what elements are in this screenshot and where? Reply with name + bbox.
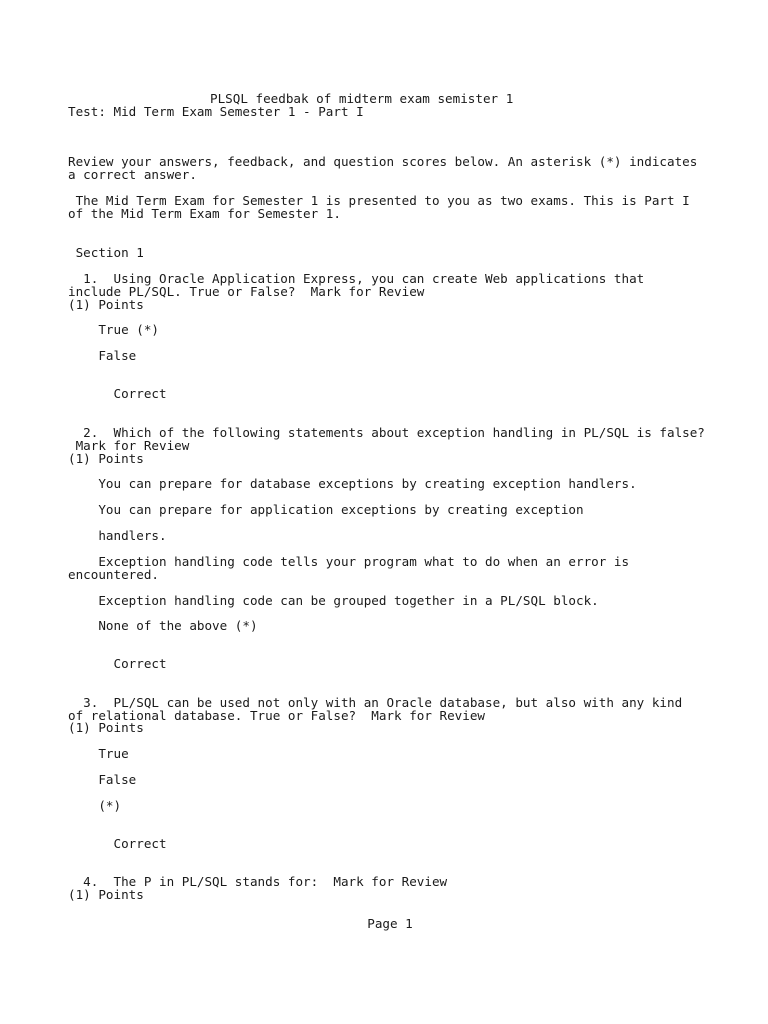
review-instructions-line-1: Review your answers, feedback, and question scores below. An asterisk (*) indicates	[68, 154, 698, 169]
question-2-option-1: You can prepare for database exceptions by creating exception handlers.	[68, 476, 637, 491]
review-instructions-line-2: a correct answer.	[68, 167, 197, 182]
question-4-text: 4. The P in PL/SQL stands for: Mark for Review	[68, 874, 448, 889]
exam-info-line-2: of the Mid Term Exam for Semester 1.	[68, 206, 341, 221]
page-number: Page 1	[367, 916, 413, 931]
question-2-text: 2. Which of the following statements about exception handling in PL/SQL is false?	[68, 425, 705, 440]
question-3-text: 3. PL/SQL can be used not only with an Oracle database, but also with any kind	[68, 695, 683, 710]
question-2-option-2: You can prepare for application exceptions by creating exception	[68, 502, 584, 517]
question-3-points: (1) Points	[68, 720, 144, 735]
question-2-option-3-cont: encountered.	[68, 567, 159, 582]
question-3-correct-marker: (*)	[68, 798, 122, 813]
question-3-option-1: True	[68, 746, 129, 761]
question-2-option-2-cont: handlers.	[68, 528, 167, 543]
section-heading: Section 1	[68, 245, 144, 260]
question-2-text-cont: Mark for Review	[68, 438, 190, 453]
question-2-option-3: Exception handling code tells your program what to do when an error is	[68, 554, 630, 569]
question-3-feedback: Correct	[68, 836, 167, 851]
question-1-points: (1) Points	[68, 297, 144, 312]
question-3-option-2: False	[68, 772, 137, 787]
question-2-points: (1) Points	[68, 451, 144, 466]
question-2-feedback: Correct	[68, 656, 167, 671]
question-3-text-cont: of relational database. True or False? Mark for Review	[68, 708, 486, 723]
test-name: Test: Mid Term Exam Semester 1 - Part I	[68, 104, 364, 119]
question-2-option-5: None of the above (*)	[68, 618, 258, 633]
question-1-text-cont: include PL/SQL. True or False? Mark for Review	[68, 284, 425, 299]
question-1-option-2: False	[68, 348, 137, 363]
question-1-option-1: True (*)	[68, 322, 159, 337]
question-2-option-4: Exception handling code can be grouped together in a PL/SQL block.	[68, 593, 599, 608]
question-4-points: (1) Points	[68, 887, 144, 902]
question-1-feedback: Correct	[68, 386, 167, 401]
exam-info-line-1: The Mid Term Exam for Semester 1 is presented to you as two exams. This is Part I	[68, 193, 690, 208]
document-title: PLSQL feedbak of midterm exam semister 1	[210, 91, 514, 106]
question-1-text: 1. Using Oracle Application Express, you can create Web applications that	[68, 271, 645, 286]
